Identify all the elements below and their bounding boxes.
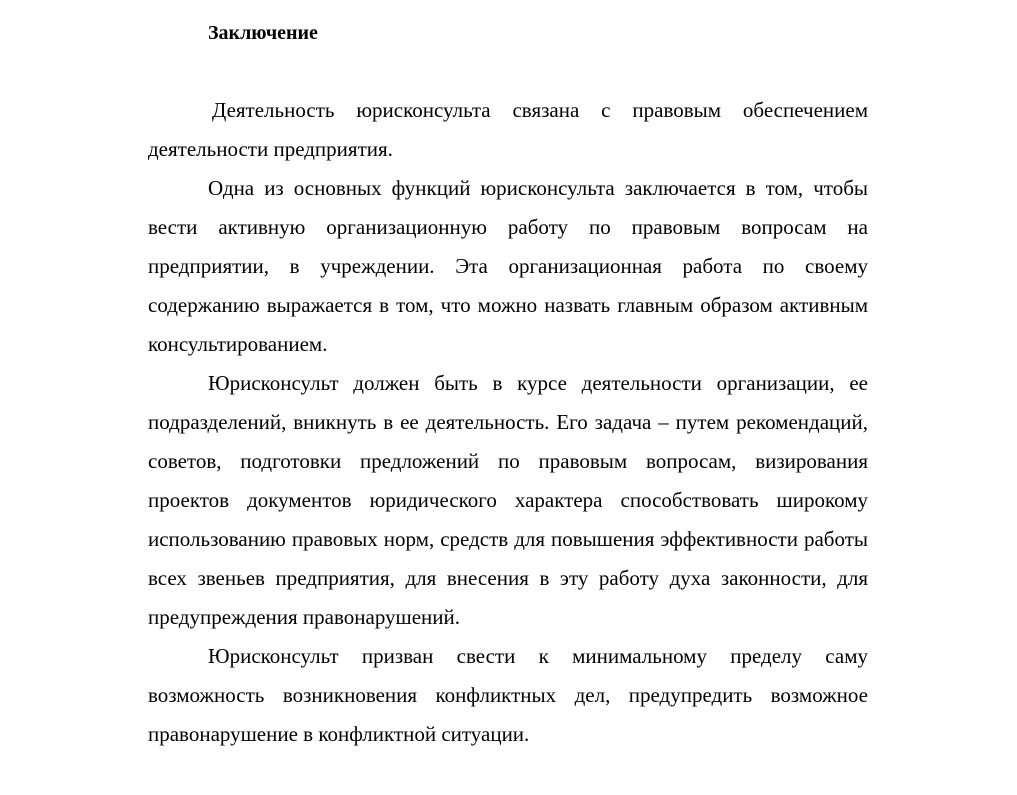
paragraph-1: Деятельность юрисконсульта связана с правовым обеспечением деятельности предприятия. [148,98,868,161]
paragraph-3: Юрисконсульт должен быть в курсе деятельности организации, ее подразделений, вникнуть в ее деятельность. Его задача – путем рекомендаций, советов, подготовки предложений по правовым вопросам, визирования проектов документов юридического характера способствовать широкому использованию правовых норм, средств для повышения эффективности работы всех звеньев предприятия, для внесения в эту работу духа законности, для предупреждения правонарушений. [148,371,868,629]
paragraph-4: Юрисконсульт призван свести к минимальному пределу саму возможность возникновения конфликтных дел, предупредить возможное правонарушение в конфликтной ситуации. [148,644,868,746]
paragraph-2: Одна из основных функций юрисконсульта заключается в том, чтобы вести активную организационную работу по правовым вопросам на предприятии, в учреждении. Эта организационная работа по своему содержанию выражается в том, что можно назвать главным образом активным консультированием. [148,176,868,356]
section-heading: Заключение [208,22,318,44]
document-page [148,20,868,754]
